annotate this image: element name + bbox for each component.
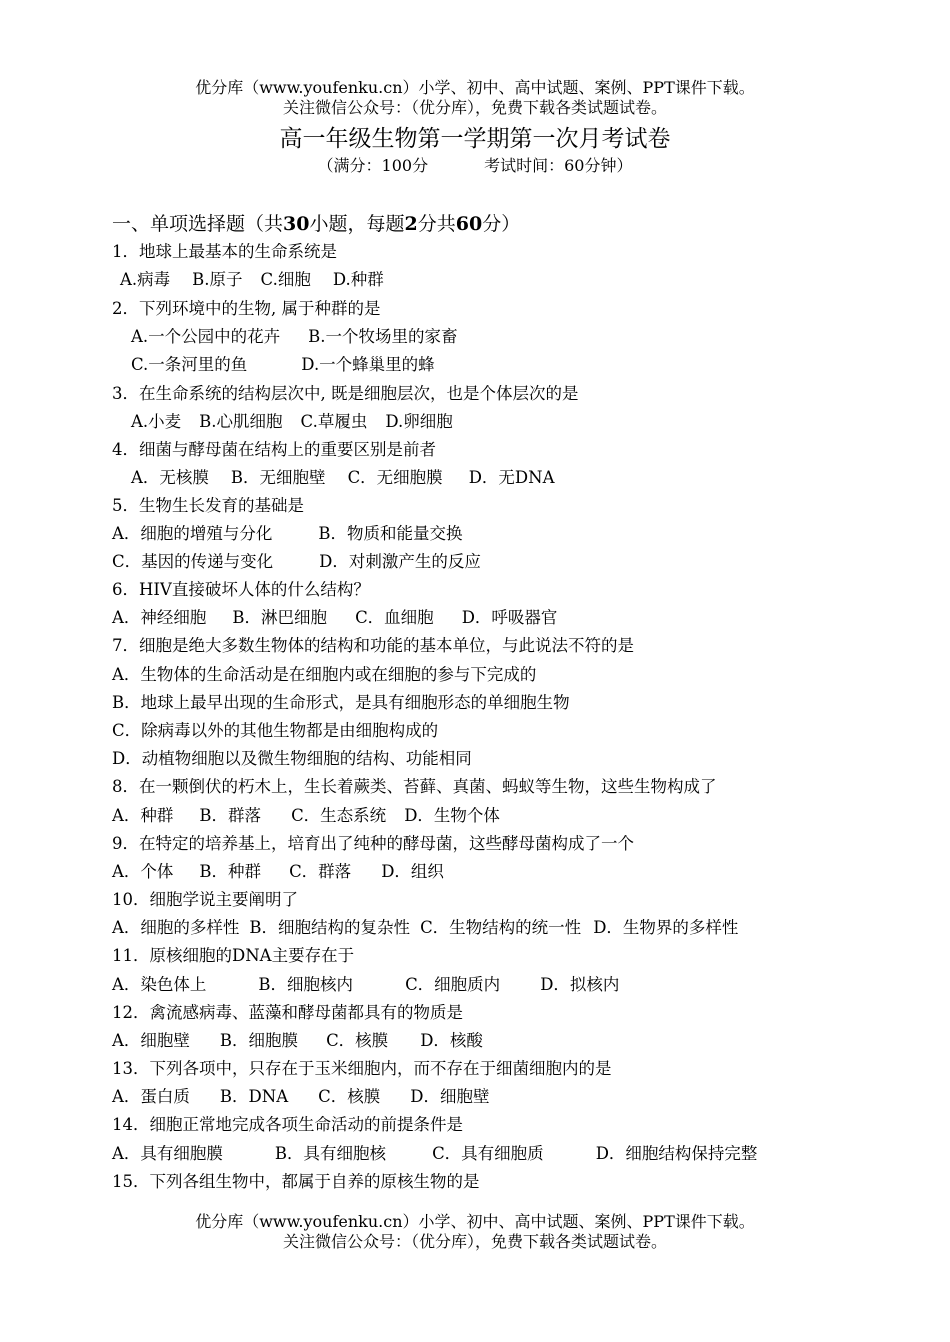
answer-option: B．群落: [199, 806, 262, 825]
answer-option: B.心肌细胞: [199, 412, 283, 431]
answer-option: A．蛋白质: [112, 1087, 190, 1106]
exam-time: 考试时间：60分钟）: [484, 156, 633, 175]
question-text: 4．细菌与酵母菌在结构上的重要区别是前者: [112, 440, 436, 459]
question-text: C．除病毒以外的其他生物都是由细胞构成的: [112, 721, 439, 740]
answer-option: C．生物结构的统一性: [420, 918, 582, 937]
answer-option: D．细胞壁: [410, 1087, 490, 1106]
answer-option: B.一个牧场里的家畜: [308, 327, 458, 346]
question-text: B．地球上最早出现的生命形式，是具有细胞形态的单细胞生物: [112, 693, 570, 712]
answer-option: D．生物界的多样性: [593, 918, 739, 937]
option-line: [112, 550, 481, 574]
answer-option: B．具有细胞核: [274, 1144, 387, 1163]
answer-option: D.卵细胞: [385, 412, 453, 431]
footer-line-2: 关注微信公众号：（优分库），免费下载各类试题试卷。: [282, 1232, 667, 1251]
exam-subtitle: [0, 156, 950, 176]
answer-option: B．细胞结构的复杂性: [249, 918, 411, 937]
answer-option: B．物质和能量交换: [318, 524, 463, 543]
question-text: 15．下列各组生物中，都属于自养的原核生物的是: [112, 1172, 480, 1191]
answer-option: B．无细胞壁: [230, 468, 326, 487]
answer-option: C．具有细胞质: [432, 1144, 544, 1163]
question-text: 11．原核细胞的DNA主要存在于: [112, 946, 355, 965]
question-text: A．生物体的生命活动是在细胞内或在细胞的参与下完成的: [112, 665, 537, 684]
answer-option: D．组织: [381, 862, 444, 881]
answer-option: D．生物个体: [404, 806, 500, 825]
option-line: [112, 860, 444, 884]
answer-option: D．呼吸器官: [461, 608, 558, 627]
question-text: 9．在特定的培养基上，培育出了纯种的酵母菌，这些酵母菌构成了一个: [112, 834, 634, 853]
question-text: 6．HIV直接破坏人体的什么结构？: [112, 580, 370, 599]
option-line: [131, 466, 555, 490]
option-line: [131, 410, 453, 434]
header-line-1: 优分库（www.youfenku.cn）小学、初中、高中试题、案例、PPT课件下载。: [195, 78, 755, 97]
answer-option: A．具有细胞膜: [112, 1144, 223, 1163]
answer-option: C．群落: [289, 862, 352, 881]
answer-option: C．基因的传递与变化: [112, 552, 274, 571]
question-text: 8．在一颗倒伏的朽木上，生长着蕨类、苔藓、真菌、蚂蚁等生物，这些生物构成了: [112, 777, 717, 796]
answer-option: C．无细胞膜: [347, 468, 443, 487]
answer-option: C．核膜: [318, 1087, 381, 1106]
answer-option: A．种群: [112, 806, 174, 825]
option-line: [112, 1029, 483, 1053]
answer-option: B．淋巴细胞: [232, 608, 328, 627]
section-heading: 一、单项选择题（共30小题，每题2分共60分）: [112, 213, 521, 235]
answer-option: A.小麦: [131, 412, 182, 431]
option-line: [112, 1142, 757, 1166]
answer-option: D．拟核内: [540, 975, 620, 994]
question-text: 12．禽流感病毒、蓝藻和酵母菌都具有的物质是: [112, 1003, 463, 1022]
answer-option: A.一个公园中的花卉: [131, 327, 281, 346]
option-line: [112, 606, 557, 630]
question-text: D．动植物细胞以及微生物细胞的结构、功能相同: [112, 749, 472, 768]
answer-option: B.原子: [192, 270, 243, 289]
option-line: [112, 916, 738, 940]
answer-option: A．无核膜: [131, 468, 209, 487]
answer-option: C．血细胞: [355, 608, 434, 627]
answer-option: C.细胞: [260, 270, 311, 289]
answer-option: D．细胞结构保持完整: [595, 1144, 758, 1163]
answer-option: B．细胞核内: [258, 975, 354, 994]
option-line: [131, 325, 458, 349]
option-line: [120, 268, 384, 292]
footer-line-1: 优分库（www.youfenku.cn）小学、初中、高中试题、案例、PPT课件下载。: [195, 1212, 755, 1231]
answer-option: B．种群: [199, 862, 262, 881]
answer-option: D.种群: [332, 270, 384, 289]
answer-option: C.一条河里的鱼: [131, 355, 248, 374]
header-line-2: 关注微信公众号：（优分库），免费下载各类试题试卷。: [282, 98, 667, 117]
option-line: [112, 804, 500, 828]
answer-option: A．细胞的多样性: [112, 918, 240, 937]
question-text: 13．下列各项中，只存在于玉米细胞内，而不存在于细菌细胞内的是: [112, 1059, 612, 1078]
question-text: 2．下列环境中的生物, 属于种群的是: [112, 299, 381, 318]
answer-option: C．核膜: [326, 1031, 389, 1050]
answer-option: D.一个蜂巢里的蜂: [301, 355, 435, 374]
question-text: 1．地球上最基本的生命系统是: [112, 242, 337, 261]
question-text: 10．细胞学说主要阐明了: [112, 890, 298, 909]
answer-option: C.草履虫: [300, 412, 368, 431]
option-line: [112, 522, 463, 546]
full-score: （满分：100分: [317, 156, 429, 175]
answer-option: A.病毒: [120, 270, 171, 289]
question-text: 3．在生命系统的结构层次中, 既是细胞层次，也是个体层次的是: [112, 384, 579, 403]
answer-option: C．生态系统: [291, 806, 387, 825]
answer-option: A．染色体上: [112, 975, 207, 994]
answer-option: A．个体: [112, 862, 174, 881]
answer-option: A．神经细胞: [112, 608, 207, 627]
option-line: [112, 1085, 490, 1109]
option-line: [112, 973, 619, 997]
exam-title: 高一年级生物第一学期第一次月考试卷: [279, 126, 671, 152]
question-text: 5．生物生长发育的基础是: [112, 496, 304, 515]
answer-option: C．细胞质内: [405, 975, 501, 994]
answer-option: D．无DNA: [468, 468, 555, 487]
answer-option: A．细胞壁: [112, 1031, 190, 1050]
question-text: 7．细胞是绝大多数生物体的结构和功能的基本单位，与此说法不符的是: [112, 636, 634, 655]
answer-option: B．细胞膜: [219, 1031, 299, 1050]
question-text: 14．细胞正常地完成各项生命活动的前提条件是: [112, 1115, 463, 1134]
answer-option: D．对刺激产生的反应: [319, 552, 481, 571]
answer-option: D．核酸: [420, 1031, 483, 1050]
answer-option: A．细胞的增殖与分化: [112, 524, 273, 543]
answer-option: B．DNA: [219, 1087, 289, 1106]
option-line: [131, 353, 435, 377]
